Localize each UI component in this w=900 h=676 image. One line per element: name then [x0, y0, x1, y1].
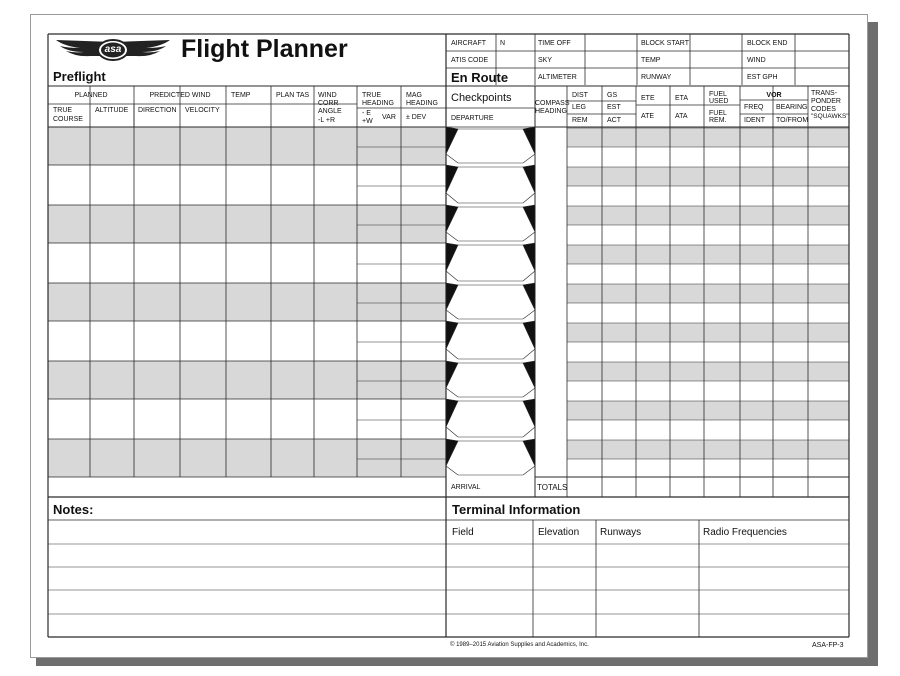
checkpoint-right-marker [523, 205, 535, 232]
col-planned: PLANNED [74, 92, 108, 99]
col-fuel-used-2: USED [709, 98, 729, 105]
checkpoint-right-marker [523, 127, 535, 154]
enroute-shaded-row [567, 440, 849, 459]
field-label-block-end: BLOCK END [747, 40, 788, 47]
enroute-shaded-row [567, 323, 849, 342]
col-gs: GS [607, 92, 618, 99]
col-transponder-1: TRANS- [811, 90, 838, 97]
grid-line [523, 193, 535, 203]
col-compass-heading-2: HEADING [535, 108, 567, 115]
col-wca-2: CORR [318, 100, 339, 107]
col-leg: LEG [572, 104, 587, 111]
field-label-altimeter: ALTIMETER [538, 74, 577, 81]
field-label-n-number: N [500, 40, 506, 47]
field-label-temp: TEMP [641, 57, 661, 64]
grid-line [523, 388, 535, 397]
grid-line [446, 271, 458, 281]
col-ete: ETE [641, 95, 655, 102]
field-label-time-off: TIME OFF [538, 40, 571, 47]
grid-line [523, 232, 535, 241]
grid-line [446, 466, 458, 475]
grid-line [523, 466, 535, 475]
checkpoint-left-marker [446, 321, 458, 349]
preflight-shaded-row [48, 205, 446, 243]
checkpoint-arrival: ARRIVAL [451, 484, 481, 491]
checkpoint-left-marker [446, 361, 458, 388]
enroute-shaded-row [567, 128, 849, 147]
logo-text: asa [104, 44, 122, 55]
col-true-heading-1: TRUE [362, 92, 382, 99]
field-label-sky: SKY [538, 57, 553, 64]
grid-line [446, 154, 458, 163]
checkpoint-left-marker [446, 283, 458, 310]
col-true-heading-2: HEADING [362, 100, 394, 107]
field-label-atis: ATIS CODE [451, 57, 489, 64]
col-dev: ± DEV [406, 114, 427, 121]
terminal-title: Terminal Information [452, 502, 581, 517]
checkpoint-departure: DEPARTURE [451, 115, 494, 122]
section-preflight: Preflight [53, 69, 106, 84]
copyright: © 1989–2015 Aviation Supplies and Academics, Inc. [450, 642, 589, 648]
col-direction: DIRECTION [138, 107, 177, 114]
col-dist: DIST [572, 92, 588, 99]
totals-label: TOTALS [537, 483, 568, 492]
preflight-shaded-row [48, 361, 446, 399]
col-mag-heading-2: HEADING [406, 100, 438, 107]
enroute-shaded-row [567, 167, 849, 186]
col-fuel-used-1: FUEL [709, 91, 727, 98]
col-vor: VOR [766, 92, 782, 99]
col-fuel-rem-2: REM. [709, 117, 727, 124]
col-plan-tas: PLAN TAS [276, 92, 310, 99]
col-ident: IDENT [744, 117, 765, 124]
enroute-shaded-row [567, 284, 849, 303]
col-transponder-3: CODES [811, 106, 836, 113]
enroute-shaded-row [567, 401, 849, 420]
col-ata: ATA [675, 113, 688, 120]
grid-line [523, 349, 535, 359]
checkpoint-left-marker [446, 127, 458, 154]
grid-line [523, 310, 535, 319]
col-est: EST [607, 104, 621, 111]
col-true-course-2: COURSE [53, 116, 83, 123]
grid-line [523, 154, 535, 163]
col-var-ew-1: - E [362, 110, 371, 117]
grid-line [523, 427, 535, 437]
form-code: ASA-FP-3 [812, 642, 844, 649]
col-act: ACT [607, 117, 621, 124]
section-enroute: En Route [451, 70, 509, 85]
preflight-shaded-row [48, 283, 446, 321]
grid-line [446, 232, 458, 241]
col-compass-heading-1: COMPASS [535, 100, 570, 107]
col-mag-heading-1: MAG [406, 92, 422, 99]
col-var-ew-2: +W [362, 118, 373, 125]
checkpoint-right-marker [523, 439, 535, 466]
preflight-shaded-row [48, 127, 446, 165]
col-var: VAR [382, 114, 396, 121]
checkpoints-title: Checkpoints [451, 92, 512, 104]
field-label-runway: RUNWAY [641, 74, 672, 81]
col-altitude: ALTITUDE [95, 107, 129, 114]
grid-line [523, 271, 535, 281]
col-fuel-rem-1: FUEL [709, 110, 727, 117]
page-title: Flight Planner [181, 35, 348, 63]
checkpoint-left-marker [446, 243, 458, 271]
notes-title: Notes: [53, 502, 94, 517]
col-true-course-1: TRUE [53, 107, 73, 114]
enroute-shaded-row [567, 362, 849, 381]
terminal-col-radio-frequencies: Radio Frequencies [703, 527, 787, 538]
col-wca-1: WIND [318, 92, 337, 99]
checkpoint-right-marker [523, 283, 535, 310]
checkpoint-left-marker [446, 205, 458, 232]
col-eta: ETA [675, 95, 689, 102]
col-bearing: BEARING [776, 104, 808, 111]
col-ate: ATE [641, 113, 655, 120]
terminal-col-elevation: Elevation [538, 527, 580, 538]
checkpoint-right-marker [523, 361, 535, 388]
col-wca-3: ANGLE [318, 108, 342, 115]
terminal-col-field: Field [452, 527, 474, 538]
col-rem: REM [572, 117, 588, 124]
checkpoint-right-marker [523, 321, 535, 349]
checkpoint-left-marker [446, 439, 458, 466]
field-label-block-start: BLOCK START [641, 40, 689, 47]
col-velocity: VELOCITY [185, 107, 220, 114]
enroute-shaded-row [567, 245, 849, 264]
col-transponder-4: "SQUAWKS" [811, 113, 849, 120]
col-wca-lr: -L +R [318, 117, 336, 124]
field-label-wind: WIND [747, 57, 766, 64]
checkpoint-left-marker [446, 165, 458, 193]
terminal-col-runways: Runways [600, 527, 642, 538]
col-temp: TEMP [231, 92, 251, 99]
grid-line [446, 427, 458, 437]
field-label-est-gph: EST GPH [747, 74, 778, 81]
grid-line [446, 388, 458, 397]
checkpoint-right-marker [523, 243, 535, 271]
preflight-shaded-row [48, 439, 446, 477]
col-predicted-wind: PREDICTED WIND [149, 92, 211, 99]
checkpoint-left-marker [446, 399, 458, 427]
col-transponder-2: PONDER [811, 98, 841, 105]
enroute-shaded-row [567, 206, 849, 225]
col-to-from: TO/FROM [776, 117, 809, 124]
grid-line [446, 310, 458, 319]
field-label-aircraft: AIRCRAFT [451, 40, 486, 47]
col-freq: FREQ [744, 104, 764, 111]
grid-line [446, 349, 458, 359]
checkpoint-right-marker [523, 399, 535, 427]
checkpoint-right-marker [523, 165, 535, 193]
grid-line [446, 193, 458, 203]
